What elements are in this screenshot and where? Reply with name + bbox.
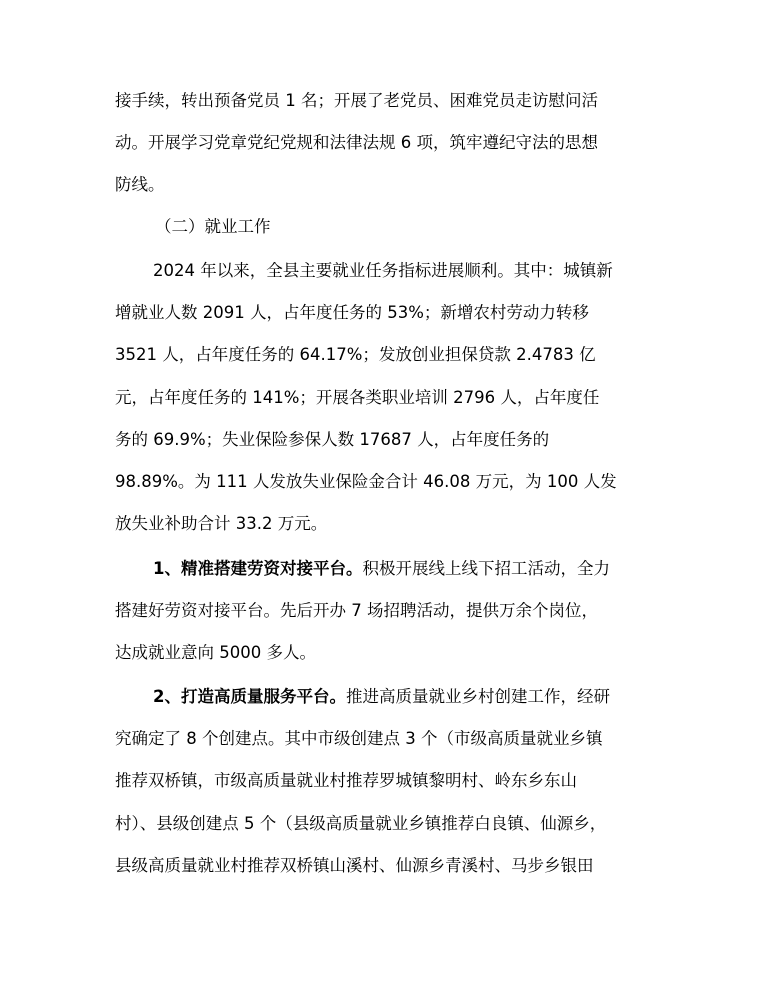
paragraph-line [115,851,594,881]
line-text: 县级高质量就业村推荐双桥镇山溪村、仙源乡青溪村、马步乡银田 [115,856,594,875]
line-text: 2024 年以来，全县主要就业任务指标进展顺利。其中：城镇新 [153,261,613,280]
line-text: 增就业人数 2091 人，占年度任务的 53%；新增农村劳动力转移 [115,303,589,322]
line-text: 究确定了 8 个创建点。其中市级创建点 3 个（市级高质量就业乡镇 [115,729,603,748]
line-text: 3521 人，占年度任务的 64.17%；发放创业担保贷款 2.4783 亿 [115,345,596,364]
subsection-heading: 1、精准搭建劳资对接平台。 [153,559,363,578]
paragraph-line [115,596,598,626]
line-text: 动。开展学习党章党纪党规和法律法规 6 项，筑牢遵纪守法的思想 [115,133,598,152]
line-text: 务的 69.9%；失业保险参保人数 17687 人，占年度任务的 [115,430,550,449]
line-text: 推进高质量就业乡村创建工作，经研 [345,687,610,706]
line-text: 98.89%。为 111 人发放失业保险金合计 46.08 万元，为 100 人发 [115,472,617,491]
paragraph-line [115,766,577,796]
line-text: 积极开展线上线下招工活动，全力 [362,559,610,578]
line-text: 搭建好劳资对接平台。先后开办 7 场招聘活动，提供万余个岗位， [115,601,598,620]
line-text: 推荐双桥镇，市级高质量就业村推荐罗城镇黎明村、岭东乡东山 [115,771,577,790]
paragraph-line [153,554,610,584]
paragraph-line [115,383,599,413]
paragraph-line [115,128,598,158]
paragraph-line [115,298,589,328]
paragraph-line [115,340,596,370]
line-text: 防线。 [115,175,165,194]
line-text: 达成就业意向 5000 多人。 [115,643,316,662]
paragraph-line [115,425,549,455]
paragraph-line [153,256,613,286]
subsection-heading: 2、打造高质量服务平台。 [153,687,346,706]
paragraph-line [115,509,327,539]
paragraph-line [115,467,617,497]
paragraph-line [115,724,602,754]
line-text: 放失业补助合计 33.2 万元。 [115,514,328,533]
paragraph-line [153,682,610,712]
section-heading [155,212,271,242]
paragraph-line [115,170,165,200]
paragraph-line [115,809,606,839]
paragraph-line [115,86,598,116]
section-heading-text: （二）就业工作 [155,217,271,236]
line-text: 村）、县级创建点 5 个（县级高质量就业乡镇推荐白良镇、仙源乡， [115,814,607,833]
line-text: 元，占年度任务的 141%；开展各类职业培训 2796 人，占年度任 [115,388,600,407]
line-text: 接手续，转出预备党员 1 名；开展了老党员、困难党员走访慰问活 [115,91,598,110]
paragraph-line [115,638,316,668]
